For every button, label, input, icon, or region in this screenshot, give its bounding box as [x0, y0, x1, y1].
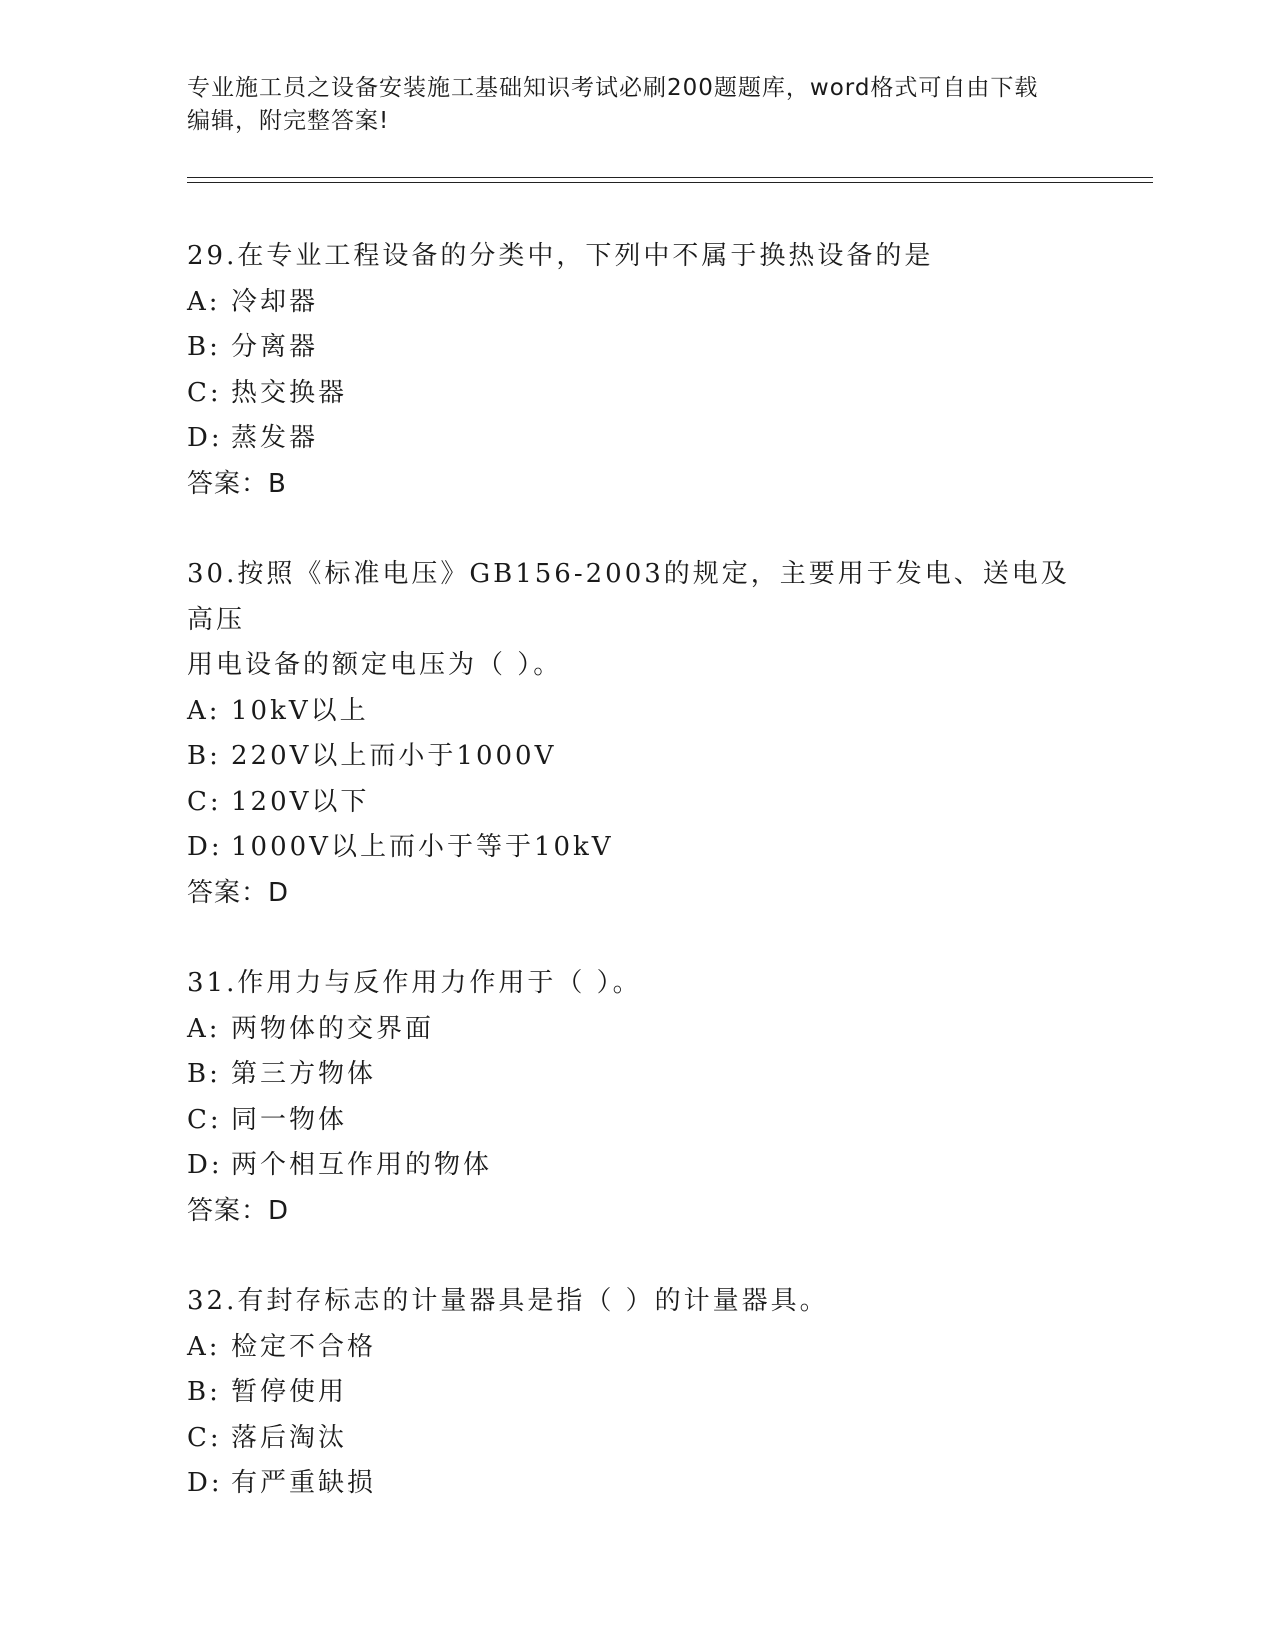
- option-b: [187, 1052, 1147, 1098]
- option-d: [187, 825, 1147, 871]
- question-list: [187, 234, 1147, 1552]
- option-label: A:: [187, 695, 221, 726]
- option-text: 检定不合格: [231, 1331, 377, 1362]
- option-text: 220V以上而小于1000V: [231, 741, 557, 771]
- option-d: [187, 416, 1147, 462]
- question-stem: 31.作用力与反作用力作用于（ ）。: [187, 968, 642, 998]
- option-text: 两物体的交界面: [231, 1013, 435, 1044]
- option-text: 分离器: [231, 332, 319, 362]
- option-text: 冷却器: [231, 286, 319, 317]
- header-divider-top: [187, 177, 1153, 178]
- option-label: C:: [187, 1104, 222, 1135]
- option-b: [187, 1370, 1147, 1416]
- option-label: D:: [187, 1468, 223, 1498]
- option-c: [187, 1098, 1147, 1144]
- question-stem: 32.有封存标志的计量器具是指（ ）的计量器具。: [187, 1286, 829, 1316]
- answer-line: 答案：B: [187, 468, 287, 499]
- option-label: C:: [187, 786, 222, 817]
- option-text: 落后淘汰: [231, 1422, 348, 1453]
- option-text: 第三方物体: [231, 1059, 377, 1089]
- option-text: 蒸发器: [231, 423, 319, 453]
- option-c: [187, 780, 1147, 826]
- option-label: D:: [187, 1150, 223, 1180]
- option-a: [187, 280, 1147, 326]
- option-d: [187, 1461, 1147, 1507]
- question-stem: 29.在专业工程设备的分类中，下列中不属于换热设备的是: [187, 241, 934, 271]
- header-divider-bottom: [187, 182, 1153, 183]
- option-text: 10kV以上: [231, 695, 369, 726]
- option-text: 1000V以上而小于等于10kV: [231, 832, 614, 862]
- option-b: [187, 325, 1147, 371]
- option-text: 暂停使用: [231, 1377, 348, 1407]
- option-label: D:: [187, 832, 223, 862]
- option-label: B:: [187, 332, 221, 362]
- option-label: C:: [187, 1422, 222, 1453]
- option-label: A:: [187, 1013, 221, 1044]
- question-30: [187, 552, 1147, 916]
- option-a: [187, 1007, 1147, 1053]
- option-text: 热交换器: [231, 377, 348, 408]
- option-b: [187, 734, 1147, 780]
- header-line-2: 编辑，附完整答案!: [187, 108, 390, 134]
- option-label: B:: [187, 741, 221, 771]
- question-stem: 30.按照《标准电压》GB156-2003的规定，主要用于发电、送电及高压: [187, 559, 1070, 635]
- option-a: [187, 689, 1147, 735]
- option-label: A:: [187, 1331, 221, 1362]
- option-text: 有严重缺损: [231, 1468, 377, 1498]
- header-line-1: 专业施工员之设备安装施工基础知识考试必刷200题题库，word格式可自由下载: [187, 75, 1039, 101]
- option-c: [187, 371, 1147, 417]
- answer-line: 答案：D: [187, 877, 290, 908]
- question-stem-continued: 用电设备的额定电压为（ ）。: [187, 650, 563, 680]
- option-text: 120V以下: [231, 786, 370, 817]
- option-text: 两个相互作用的物体: [231, 1150, 493, 1180]
- option-label: A:: [187, 286, 221, 317]
- option-text: 同一物体: [231, 1104, 348, 1135]
- option-label: B:: [187, 1377, 221, 1407]
- option-label: C:: [187, 377, 222, 408]
- document-header: [187, 72, 1087, 138]
- option-a: [187, 1325, 1147, 1371]
- option-label: B:: [187, 1059, 221, 1089]
- question-32: [187, 1279, 1147, 1507]
- question-29: [187, 234, 1147, 507]
- option-label: D:: [187, 423, 223, 453]
- option-d: [187, 1143, 1147, 1189]
- option-c: [187, 1416, 1147, 1462]
- answer-line: 答案：D: [187, 1195, 290, 1226]
- question-31: [187, 961, 1147, 1234]
